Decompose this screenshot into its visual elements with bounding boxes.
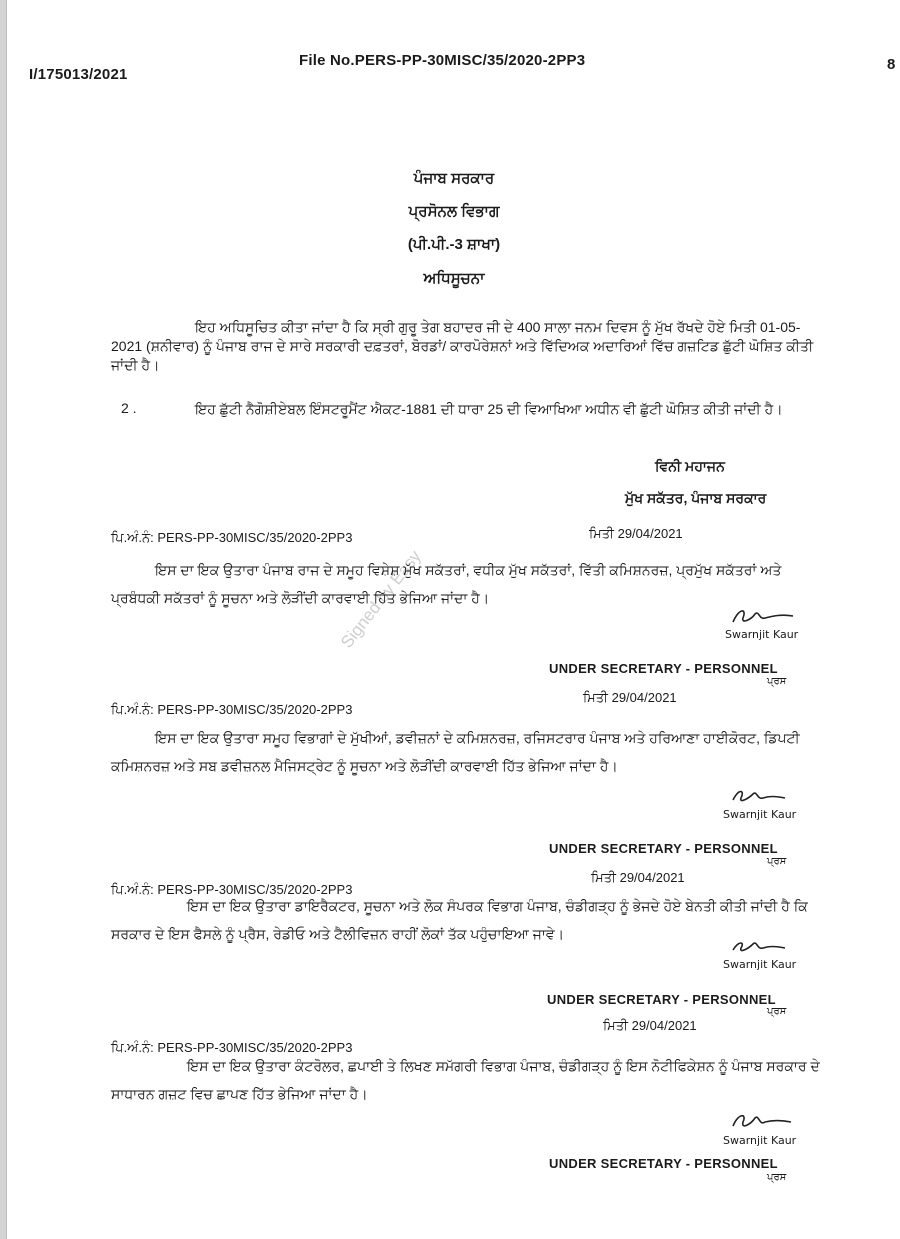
paragraph-2-number: 2 .: [121, 400, 137, 416]
signer-name: Swarnjit Kaur: [723, 1134, 797, 1147]
endorsement-date: ਮਿਤੀ 29/04/2021: [603, 1018, 697, 1033]
signer-name: Swarnjit Kaur: [723, 808, 797, 821]
signer-designation: UNDER SECRETARY - PERSONNEL: [549, 1156, 778, 1171]
script-mark: ਪ੍ਰਸ: [767, 676, 787, 687]
endorsement-ref: ਪਿ.ਅੰ.ਨੰ: PERS-PP-30MISC/35/2020-2PP3: [111, 702, 353, 717]
signatory-designation: ਮੁੱਖ ਸਕੱਤਰ, ਪੰਜਾਬ ਸਰਕਾਰ: [625, 490, 767, 506]
paragraph-1: ਇਹ ਅਧਿਸੂਚਿਤ ਕੀਤਾ ਜਾਂਦਾ ਹੈ ਕਿ ਸ੍ਰੀ ਗੁਰੂ ਤੇਗ ਬਹਾਦਰ ਜੀ ਦੇ 400 ਸਾਲਾ ਜਨਮ ਦਿਵਸ ਨੂੰ ਮੁੱਖ ਰੱਖਦੇ ਹੋਏ ਮਿਤੀ 01-05-2021 (ਸ਼ਨੀਵਾਰ) ਨੂੰ ਪੰਜਾਬ ਰਾਜ ਦੇ ਸਾਰੇ ਸਰਕਾਰੀ ਦਫ਼ਤਰਾਂ, ਬੋਰਡਾਂ/ ਕਾਰਪੋਰੇਸ਼ਨਾਂ ਅਤੇ ਵਿੱਦਿਅਕ ਅਦਾਰਿਆਂ ਵਿੱਚ ਗਜ਼ਟਿਡ ਛੁੱਟੀ ਘੋਸ਼ਿਤ ਕੀਤੀ ਜਾਂਦੀ ਹੈ।: [111, 319, 814, 373]
endorsement-date: ਮਿਤੀ 29/04/2021: [583, 690, 677, 705]
govt-name: ਪੰਜਾਬ ਸਰਕਾਰ: [413, 170, 495, 187]
endorsement-date: ਮਿਤੀ 29/04/2021: [589, 526, 683, 541]
signer-designation: UNDER SECRETARY - PERSONNEL: [547, 992, 776, 1007]
signature-mark: [729, 936, 789, 958]
endorsement-text: ਇਸ ਦਾ ਇਕ ਉਤਾਰਾ ਸਮੂਹ ਵਿਭਾਗਾਂ ਦੇ ਮੁੱਖੀਆਂ, ਡਵੀਜ਼ਨਾਂ ਦੇ ਕਮਿਸ਼ਨਰਜ਼, ਰਜਿਸਟਰਾਰ ਪੰਜਾਬ ਅਤੇ ਹਰਿਆਣਾ ਹਾਈਕੋਰਟ, ਡਿਪਟੀ ਕਮਿਸ਼ਨਰਜ਼ ਅਤੇ ਸਬ ਡਵੀਜ਼ਨਲ ਮੈਜਿਸਟ੍ਰੇਟ ਨੂੰ ਸੂਚਨਾ ਅਤੇ ਲੋੜੀਂਦੀ ਕਾਰਵਾਈ ਹਿੱਤ ਭੇਜਿਆ ਜਾਂਦਾ ਹੈ।: [111, 730, 800, 774]
endorsement-text: ਇਸ ਦਾ ਇਕ ਉਤਾਰਾ ਡਾਇਰੈਕਟਰ, ਸੂਚਨਾ ਅਤੇ ਲੋਕ ਸੰਪਰਕ ਵਿਭਾਗ ਪੰਜਾਬ, ਚੰਡੀਗੜ੍ਹ ਨੂੰ ਭੇਜਦੇ ਹੋਏ ਬੇਨਤੀ ਕੀਤੀ ਜਾਂਦੀ ਹੈ ਕਿ ਸਰਕਾਰ ਦੇ ਇਸ ਫੈਸਲੇ ਨੂੰ ਪ੍ਰੈਸ, ਰੇਡੀਓ ਅਤੇ ਟੈਲੀਵਿਜ਼ਨ ਰਾਹੀਂ ਲੋਕਾਂ ਤੱਕ ਪਹੁੰਚਾਇਆ ਜਾਵੇ।: [111, 898, 808, 942]
signature-mark: [729, 1110, 795, 1134]
script-mark: ਪ੍ਰਸ: [767, 1172, 787, 1183]
document-id: I/175013/2021: [29, 66, 128, 83]
signer-designation: UNDER SECRETARY - PERSONNEL: [549, 661, 778, 676]
page-mark: 8: [887, 56, 896, 73]
branch-name: (ਪੀ.ਪੀ.-3 ਸ਼ਾਖਾ): [407, 236, 501, 253]
department-name: ਪ੍ਰਸੋਨਲ ਵਿਭਾਗ: [408, 203, 500, 220]
paragraph-2: ਇਹ ਛੁੱਟੀ ਨੈਗੋਸ਼ੀਏਬਲ ਇੰਸਟਰੂਮੈਂਟ ਐਕਟ-1881 ਦੀ ਧਾਰਾ 25 ਦੀ ਵਿਆਖਿਆ ਅਧੀਨ ਵੀ ਛੁੱਟੀ ਘੋਸ਼ਿਤ ਕੀਤੀ ਜਾਂਦੀ ਹੈ।: [195, 401, 783, 417]
endorsement-ref: ਪਿ.ਅੰ.ਨੰ: PERS-PP-30MISC/35/2020-2PP3: [111, 1040, 353, 1055]
endorsement-date: ਮਿਤੀ 29/04/2021: [591, 870, 685, 885]
endorsement-text: ਇਸ ਦਾ ਇਕ ਉਤਾਰਾ ਕੰਟਰੋਲਰ, ਛਪਾਈ ਤੇ ਲਿਖਣ ਸਮੱਗਰੀ ਵਿਭਾਗ ਪੰਜਾਬ, ਚੰਡੀਗੜ੍ਹ ਨੂੰ ਇਸ ਨੋਟੀਫਿਕੇਸ਼ਨ ਨੂੰ ਪੰਜਾਬ ਸਰਕਾਰ ਦੇ ਸਾਧਾਰਨ ਗਜ਼ਟ ਵਿਚ ਛਾਪਣ ਹਿੱਤ ਭੇਜਿਆ ਜਾਂਦਾ ਹੈ।: [111, 1058, 820, 1102]
endorsement-text: ਇਸ ਦਾ ਇਕ ਉਤਾਰਾ ਪੰਜਾਬ ਰਾਜ ਦੇ ਸਮੂਹ ਵਿਸ਼ੇਸ਼ ਮੁੱਖ ਸਕੱਤਰਾਂ, ਵਧੀਕ ਮੁੱਖ ਸਕੱਤਰਾਂ, ਵਿੱਤੀ ਕਮਿਸ਼ਨਰਜ਼, ਪ੍ਰਮੁੱਖ ਸਕੱਤਰਾਂ ਅਤੇ ਪ੍ਰਬੰਧਕੀ ਸਕੱਤਰਾਂ ਨੂੰ ਸੂਚਨਾ ਅਤੇ ਲੋੜੀਂਦੀ ਕਾਰਵਾਈ ਹਿੱਤ ਭੇਜਿਆ ਜਾਂਦਾ ਹੈ।: [111, 562, 782, 606]
document-page: [6, 0, 900, 1239]
endorsement-ref: ਪਿ.ਅੰ.ਨੰ: PERS-PP-30MISC/35/2020-2PP3: [111, 530, 353, 545]
script-mark: ਪ੍ਰਸ: [767, 1006, 787, 1017]
signature-mark: [729, 604, 799, 630]
script-mark: ਪ੍ਰਸ: [767, 856, 787, 867]
file-number: File No.PERS-PP-30MISC/35/2020-2PP3: [299, 52, 586, 69]
signer-name: Swarnjit Kaur: [725, 628, 799, 641]
signer-name: Swarnjit Kaur: [723, 958, 797, 971]
watermark: Signed by Easy: [337, 546, 425, 652]
signer-designation: UNDER SECRETARY - PERSONNEL: [549, 841, 778, 856]
notification-heading: ਅਧਿਸੂਚਨਾ: [423, 270, 485, 287]
endorsement-ref: ਪਿ.ਅੰ.ਨੰ: PERS-PP-30MISC/35/2020-2PP3: [111, 882, 353, 897]
signature-mark: [729, 784, 789, 808]
signatory-name: ਵਿਨੀ ਮਹਾਜਨ: [655, 458, 725, 474]
